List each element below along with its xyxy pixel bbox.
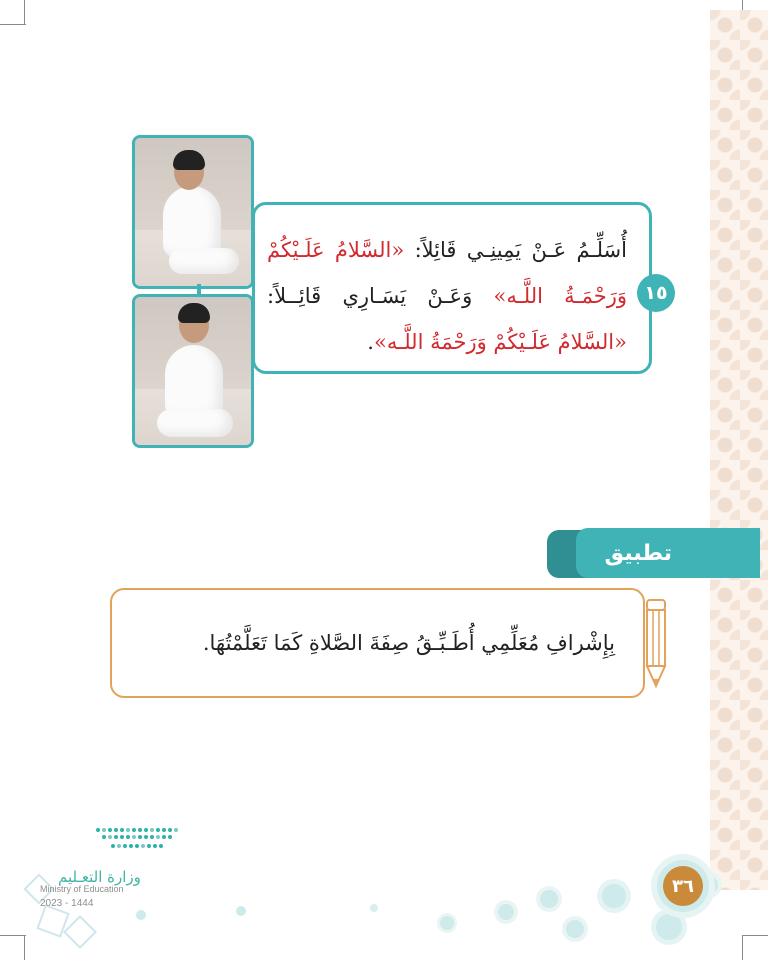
rosette-ornament — [566, 920, 584, 938]
logo-dot — [156, 828, 160, 832]
rosette-ornament — [656, 914, 682, 940]
logo-dot — [138, 835, 142, 839]
crop-mark — [742, 936, 743, 960]
logo-dot — [120, 828, 124, 832]
logo-dot — [117, 844, 121, 848]
logo-dot — [144, 828, 148, 832]
logo-dot — [147, 844, 151, 848]
step-line-3: «السَّلامُ عَلَـيْكُمْ وَرَحْمَةُ اللَّـه». — [367, 330, 627, 354]
logo-dot — [141, 844, 145, 848]
logo-dot — [138, 828, 142, 832]
rosette-ornament — [370, 904, 378, 912]
logo-dot — [114, 835, 118, 839]
step-number-badge: ١٥ — [637, 274, 675, 312]
crop-mark — [0, 24, 26, 25]
logo-dot — [162, 828, 166, 832]
rosette-ornament — [540, 890, 558, 908]
logo-dot — [153, 844, 157, 848]
step-line-2: وَرَحْمَـةُ اللَّـه» وَعَـنْ يَسَـارِي قَائِــلاً: — [267, 284, 627, 308]
logo-dot — [168, 828, 172, 832]
logo-dot — [132, 835, 136, 839]
rosette-ornament — [498, 904, 514, 920]
crop-mark — [24, 936, 25, 960]
rosette-ornament — [440, 916, 454, 930]
logo-arabic-text: وزارة التعـليم — [58, 868, 141, 886]
logo-shape — [63, 915, 97, 949]
logo-dot — [162, 835, 166, 839]
logo-year-text: 2023 - 1444 — [40, 898, 94, 909]
application-label: تطبيق — [604, 540, 672, 566]
logo-dot — [135, 844, 139, 848]
logo-dot — [126, 828, 130, 832]
task-box — [110, 588, 645, 698]
application-tab — [576, 528, 760, 578]
logo-dot — [96, 828, 100, 832]
logo-dot — [168, 835, 172, 839]
page-number-badge: ٣٦ — [663, 866, 703, 906]
logo-dot — [108, 828, 112, 832]
logo-dot — [144, 835, 148, 839]
logo-dot — [114, 828, 118, 832]
crop-mark — [742, 935, 768, 936]
rosette-ornament — [136, 910, 146, 920]
logo-dot — [129, 844, 133, 848]
rosette-ornament — [602, 884, 626, 908]
crop-mark — [0, 935, 26, 936]
logo-dot — [120, 835, 124, 839]
photo-salam-left — [132, 294, 254, 448]
logo-dot — [126, 835, 130, 839]
logo-dot — [108, 835, 112, 839]
logo-dot — [111, 844, 115, 848]
logo-dot — [159, 844, 163, 848]
logo-dot — [174, 828, 178, 832]
logo-english-text: Ministry of Education — [40, 884, 124, 894]
crop-mark — [24, 0, 25, 24]
logo-dot — [102, 835, 106, 839]
photo-salam-right — [132, 135, 254, 289]
logo-dot — [150, 828, 154, 832]
ornament-strip — [710, 10, 768, 890]
logo-dot — [102, 828, 106, 832]
task-text: بِإِشْرافِ مُعَلِّمِي أُطَـبِّـقُ صِفَةَ الصَّلاةِ كَمَا تَعَلَّمْتُهَا. — [202, 631, 615, 655]
pencil-icon — [644, 598, 668, 690]
logo-dot — [123, 844, 127, 848]
rosette-ornament — [236, 906, 246, 916]
step-box — [252, 202, 652, 374]
step-line-1: أُسَلِّـمُ عَـنْ يَمِينِـي قَائِلاً: «السَّلامُ عَلَـيْكُمْ — [267, 238, 627, 262]
logo-dot — [156, 835, 160, 839]
logo-dot — [150, 835, 154, 839]
logo-dot — [132, 828, 136, 832]
